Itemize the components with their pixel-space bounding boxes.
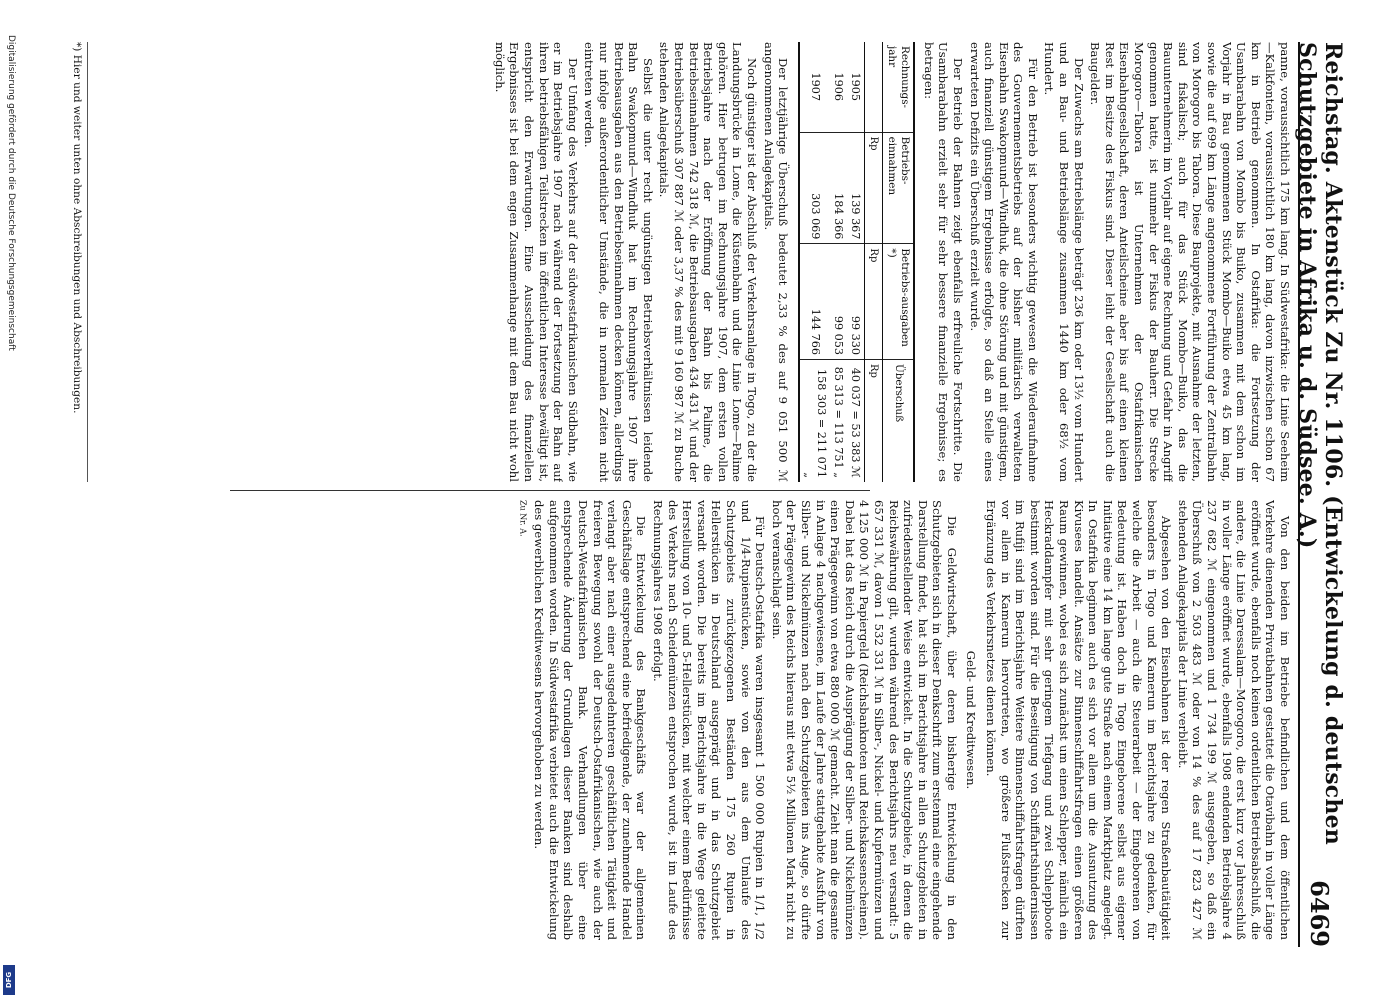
finance-table	[798, 42, 915, 482]
table-cell: 85 313 = 113 751 „	[832, 366, 846, 478]
paragraph: Für den Betrieb ist besonders wichtig gewesen die Wiederaufnahme des Gouvernementsbetriebs auf der bisher militärisch verwalteten Eisenbahn Swakopmund—Windhuk, die ohne Störung und mit günstigem, auch finanziell günstigem Ergebnisse erfolgte, so daß an Stelle eines erwarteten Defizits ein Überschuß erzielt wurde.	[967, 42, 1040, 482]
digitization-credit-note	[2, 35, 16, 940]
digitization-credit-text: Digitalisierung gefördert durch die Deutsche Forschungsgemeinschaft	[6, 35, 16, 351]
paragraph: Der letztjährige Überschuß bedeutet 2,33 % des auf 9 051 500 ℳ angenommenen Anlagekapitals.	[761, 42, 791, 482]
table-cell: 99 330	[847, 244, 865, 360]
table-cell: 303 069	[799, 132, 830, 244]
paragraph: panne, voraussichtlich 175 km lang. In Südwestafrika: die Linie Seeheim—Kalkfontein, voraussichtlich 180 km lang, davon inzwischen schon 67 km in Betrieb genommen. In Ostafrika: die Fortsetzung der Usambarabahn von Mombo bis Buiko, zusammen mit dem schon im Vorjahr in Bau genommenen Stück Mombo—Buiko etwa 45 km lang, sowie die auf 699 km Länge angenommene Fortführung der Zentralbahn von Morogoro bis Tabora. Diese Bauprojekte, mit Ausnahme der letzten, sind fiskalisch; auch für das Stück Mombo—Buiko, das die Bauunternehmerin im Vorjahr auf eigene Rechnung und Gefahr in Angriff genommen hatte, ist nunmehr der Fiskus der Bauherr. Die Strecke Morogoro—Tabora ist Unternehmen der Ostafrikanischen Eisenbahngesellschaft, deren Anteilscheine aber bis auf einen kleinen Rest im Besitze des Fiskus sind. Dieser leiht der Gesellschaft auch die Baugelder.	[1088, 42, 1292, 482]
table-unit	[865, 42, 883, 132]
table-row	[847, 42, 865, 482]
right-column	[87, 500, 1292, 940]
footnote: *) Hier und weiter unten ohne Abschreibungen und Abschreibungen.	[70, 42, 88, 482]
paragraph: Noch günstiger ist der Abschluß der Verkehrsanlage in Togo, zu der die Landungsbrücke in Lome, die Küstenbahn und die Linie Lome—Palime gehören. Hier betrugen im Rechnungsjahre 1907, dem ersten vollen Betriebsjahre nach der Eröffnung der Bahn bis Palime, die Betriebseinnahmen 742 318 ℳ, die Betriebsausgaben 434 431 ℳ und der Betriebsüberschuß 307 887 ℳ oder 3,37 % des mit 9 160 987 ℳ zu Buche stehenden Anlagekapitals.	[657, 42, 759, 482]
paragraph: Die Entwickelung des Bankgeschäfts war der allgemeinen Geschäftslage entsprechend eine befriedigende, der zunehmende Handel verlangt aber nach einer ausgedehnteren geschäftlichen Tätigkeit und freieren Bewegung sowohl der Deutsch-Ostafrikanischen, wie auch der Deutsch-Westafrikanischen Bank. Verhandlungen über eine entsprechende Änderung der Grundlagen dieser Banken sind deshalb aufgenommen worden. In Südwestafrika verbietet auch die Entwickelung des gewerblichen Kreditwesens hervorgehoben zu werden.	[532, 500, 649, 940]
column-divider	[230, 490, 870, 491]
left-column	[87, 42, 1292, 482]
table-cell: 40 037 = 53 383 ℳ	[849, 367, 863, 478]
paragraph: Die Geldwirtschaft, über deren bisherige Entwickelung in den Schutzgebieten sich in dieser Denkschrift zum erstenmal eine eingehende Darstellung findet, hat sich im Berichtsjahre in allen Schutzgebieten in zufriedenstellender Weise entwickelt. In die Schutzgebiete, in denen die Reichswährung gilt, wurden während des Berichtsjahrs neu versandt: 5 657 331 ℳ, davon 1 532 331 ℳ in Silber-, Nickel- und Kupfermünzen und 4 125 000 ℳ in Papiergeld (Reichsbanknoten und Reichskassenscheinen). Dabei hat das Reich durch die Ausprägung der Silber- und Nickelmünzen einen Prägegewinn von etwa 880 000 ℳ gemacht. Zieht man die gesamte in Anlage 4 nachgewiesene, im Laufe der Jahre stattgehabte Ausfuhr von Silber- und Nickelmünzen nach den Schutzgebieten ins Auge, so dürfte der Prägegewinn des Reichs hieraus mit etwa 5½ Millionen Mark nicht zu hoch veranschlagt sein.	[769, 500, 959, 940]
margin-gloss: Zu Nr. A.	[518, 500, 528, 537]
table-units-row	[865, 42, 883, 482]
section-heading: Geld- und Kreditwesen.	[963, 650, 978, 790]
table-unit: Rp	[865, 132, 883, 244]
table-cell: 1907	[799, 42, 830, 132]
table-header: Betriebs-einnahmen	[883, 132, 915, 244]
table-header-row	[883, 42, 915, 482]
table-header: Überschuß	[883, 360, 915, 482]
page-number: 6469	[1305, 880, 1335, 947]
table-cell: 158 303 = 211 071 „	[799, 360, 830, 482]
dfg-logo	[3, 965, 15, 995]
page-content	[50, 22, 1350, 962]
header-title: Reichstag. Aktenstück Zu Nr. 1106. (Entwickelung d. deutschen Schutzgebiete in Afrika u. d. Südsee. A.)	[1294, 42, 1346, 845]
table-cell: 184 366	[830, 132, 847, 244]
paragraph: Der Betrieb der Bahnen zeigt ebenfalls erfreuliche Fortschritte. Die Usambarabahn erzielt sehr für sehr bessere finanzielle Ergebnisse; es betragen:	[921, 42, 965, 482]
paragraph: Selbst die unter recht ungünstigen Betriebsverhältnissen leidende Bahn Swakopmund—Windhuk hat im Rechnungsjahre 1907 ihre Betriebsausgaben aus den Betriebseinnahmen decken können, allerdings nur infolge außerordentlicher Umstände, die in normalen Zeiten nicht eintreten werden.	[582, 42, 655, 482]
paragraph: Abgesehen von den Eisenbahnen ist der regen Straßenbautätigkeit besonders in Togo und Kamerun im Berichtsjahre zu gedenken, für welche die Arbeit — auch die Steuerarbeit — der Eingeborenen von Bedeutung ist. Haben doch in Togo Eingeborene selbst aus eigener Initiative eine 14 km lange gute Straße nach einem Marktplatz angelegt. In Ostafrika beginnen auch es sich vor allem um die Ausnutzung des Kivusees handelt. Ansätze zur Binnenschiffahrtsfragen einen größeren Raum gewinnen, wobei es sich zunächst um einen Schlepper, nämlich ein Heckraddampfer mit sehr geringem Tiefgang und zwei Schleppboote bestimmt worden sind. Für die Beseitigung von Schiffahrtshindernissen im Rufiji sind im Berichtsjahre Weitere Binnenschiffahrtsfragen dürften vor allem in Kamerun hervortreten, wo größere Flußstrecken zur Ergänzung des Verkehrsnetzes dienen können.	[984, 500, 1174, 940]
paragraph: Für Deutsch-Ostafrika waren insgesamt 1 500 000 Rupien in 1/1, 1/2 und 1/4-Rupienstücken, sowie von den aus dem Umlaufe des Schutzgebiets zurückgezogenen Beständen 175 260 Rupien in Hellerstücken in Deutschland ausgeprägt und in das Schutzgebiet versandt worden. Die bereits im Berichtsjahre in die Wege geleitete Herstellung von 10- und 5-Hellerstücken, mit welcher einem Bedürfnisse des Verkehrs nach Scheidemünzen entsprochen wurde, ist im Laufe des Rechnungsjahres 1908 erfolgt.	[651, 500, 768, 940]
table-cell: 1905	[847, 42, 865, 132]
paragraph: Der Zuwachs am Betriebslänge beträgt 236 km oder 13½ vom Hundert und an Bau- und Betriebslänge zusammen 1440 km oder 68½ vom Hundert.	[1042, 42, 1086, 482]
table-header: Rechnungs-jahr	[883, 42, 915, 132]
table-unit: Rp	[865, 244, 883, 360]
table-row	[830, 42, 847, 482]
table-unit: Rp	[865, 360, 883, 482]
table-cell: 144 766	[799, 244, 830, 360]
table-cell: 1906	[830, 42, 847, 132]
document-page	[50, 22, 1350, 962]
table-header: Betriebs-ausgaben *)	[883, 244, 915, 360]
paragraph: Der Umfang des Verkehrs auf der südwestafrikanischen Südbahn, wie er im Betriebsjahre 1907 nach während der Fortsetzung der Bahn auf ihren betriebsfähigen Teilstrecken im öffentlichen Interesse bewältigt ist, entspricht den Erwartungen. Eine Ausscheidung des finanziellen Ergebnisses ist bei dem engen Zusammenhange mit dem Bau nicht wohl möglich.	[492, 42, 580, 482]
table-cell: 99 053	[830, 244, 847, 360]
table-cell: 139 367	[847, 132, 865, 244]
dfg-logo-text: DFG	[5, 971, 13, 989]
table-row	[799, 42, 830, 482]
paragraph: Von den beiden im Betriebe befindlichen und dem öffentlichen Verkehre dienenden Privatbahnen gestattet die Otavibahn in voller Länge eröffnet wurde, ebenfalls noch keinen ordentlichen Betriebsabschluß, die andere, die Linie Daressalam—Morogoro, die erst kurz vor Jahresschluß in voller Länge eröffnet wurde, ebenfalls 1908 endenden Betriebsjahre 4 237 682 ℳ eingenommen und 1 734 199 ℳ ausgegeben, so daß ein Überschuß von 2 503 483 ℳ oder von 14 % des auf 17 823 427 ℳ stehenden Anlagekapitals der Linie verbleibt.	[1175, 500, 1292, 940]
running-header	[1294, 42, 1346, 947]
